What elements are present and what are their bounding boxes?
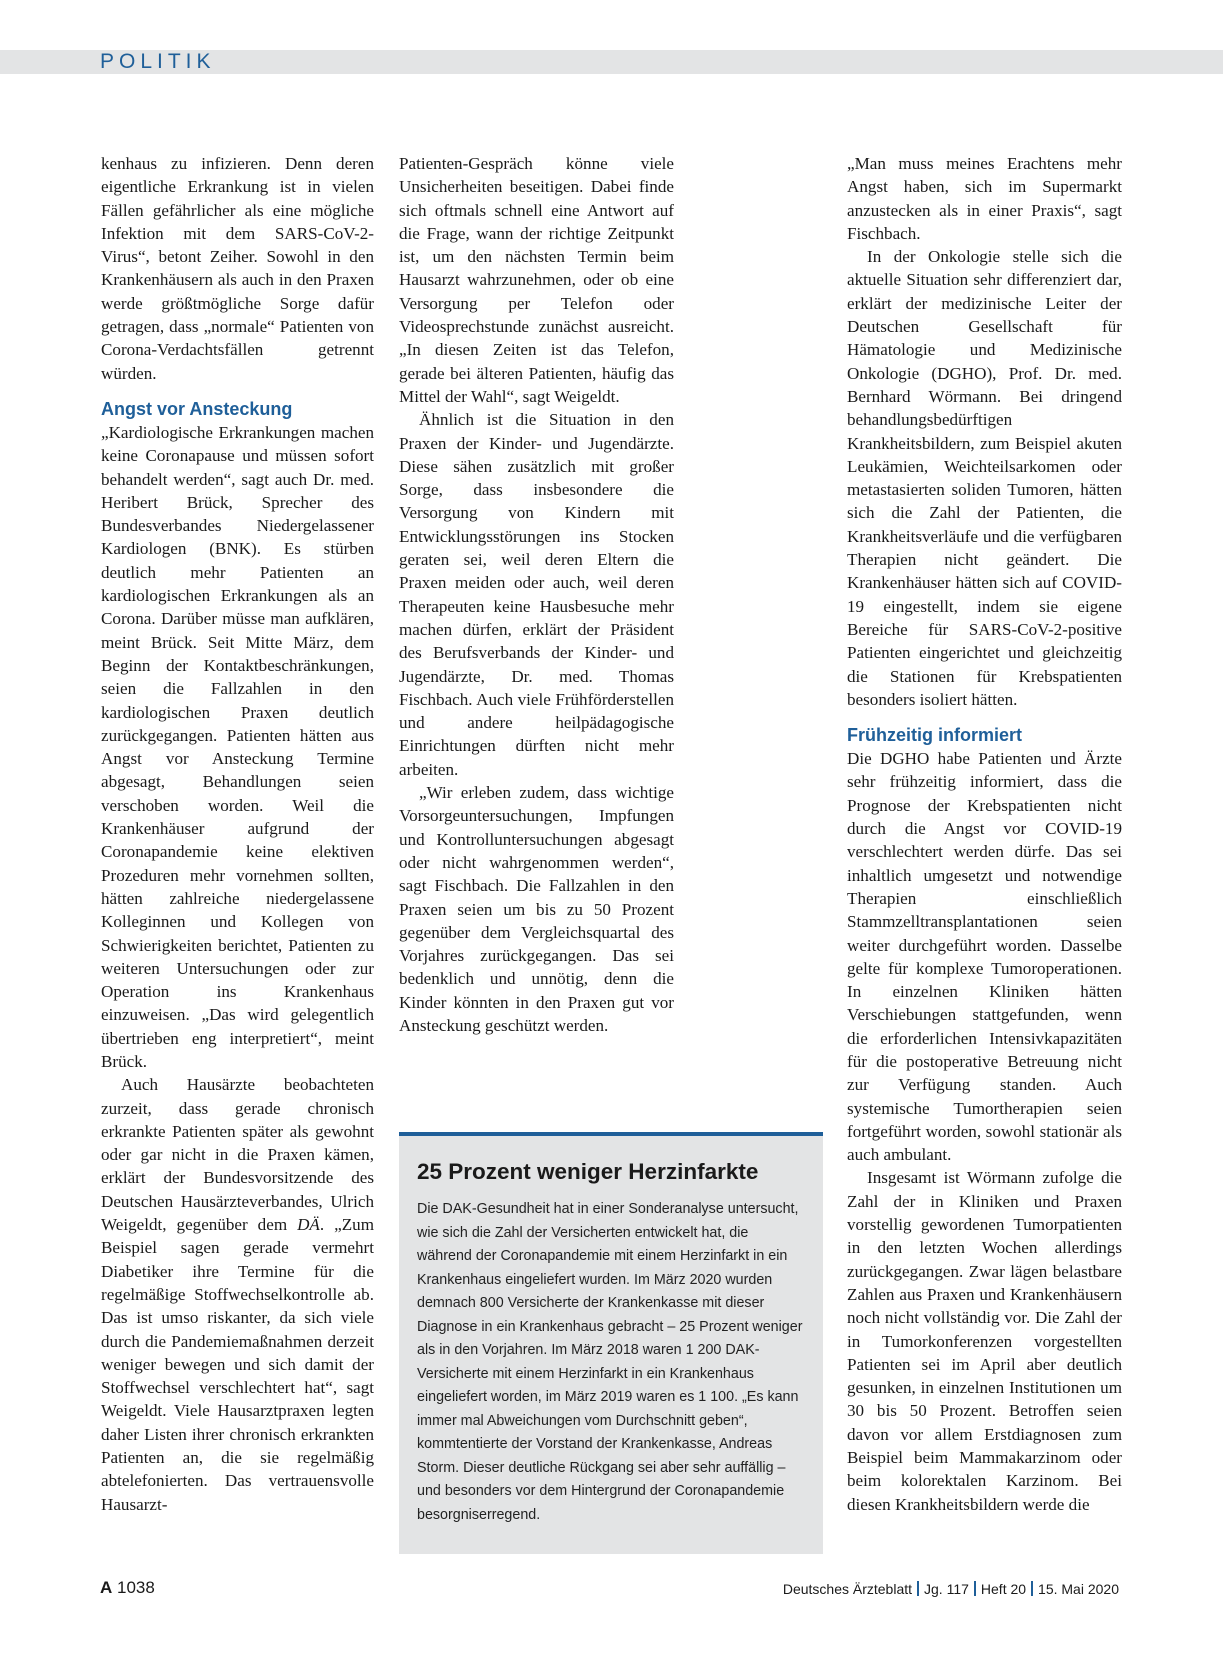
paragraph: Ähnlich ist die Situation in den Praxen der Kinder- und Jugendärzte. Diese sähen zusätzlich mit großer Sorge, dass insbesondere die Versorgung von Kindern mit Entwicklungsstörungen ins Stocken geraten sei, weil deren Eltern die Praxen meiden oder auch, weil deren Therapeuten keine Hausbesuche mehr machen dürfen, erklärt der Präsident des Berufsverbands der Kinder- und Jugendärzte, Dr. med. Thomas Fischbach. Auch viele Frühförderstellen und andere heilpädagogische Einrichtungen dürften nicht mehr arbeiten. [399, 410, 674, 779]
journal-volume: Jg. 117 [924, 1581, 969, 1597]
footer-citation [783, 1579, 1119, 1599]
journal-issue: Heft 20 [980, 1581, 1027, 1597]
page-number [100, 1577, 155, 1599]
section-label: POLITIK [100, 50, 216, 73]
subheading-angst-vor-ansteckung: Angst vor Ansteckung [101, 398, 293, 419]
separator [974, 1581, 976, 1596]
paragraph-text: Auch Hausärzte beobachteten zurzeit, dass gerade chronisch erkrankte Patienten später als gewohnt oder gar nicht in die Praxen kämen, erklärt der Bundesvorsitzende des Deutschen Hausärzteverbandes, Ulrich Weigeldt, gegenüber dem [101, 1075, 374, 1235]
paragraph: kenhaus zu infizieren. Denn deren eigentliche Erkrankung ist in vielen Fällen gefährlicher als eine mögliche Infektion mit dem SARS-CoV-2-Virus“, betont Zeiher. Sowohl in den Krankenhäusern als auch in den Praxen werde größtmögliche Sorge dafür getragen, dass „normale“ Patienten von Corona-Verdachtsfällen getrennt würden. [101, 154, 374, 383]
paragraph: Insgesamt ist Wörmann zufolge die Zahl der in Kliniken und Praxen vorstellig gewordenen Tumorpatienten in den letzten Wochen allerdings zurückgegangen. Zwar lägen belastbare Zahlen aus Praxen und Krankenhäusern noch nicht vollständig vor. Die Zahl der in Tumorkonferenzen vorgestellten Patienten sei im April aber deutlich gesunken, in einzelnen Institutionen um 30 bis 50 Prozent. Betroffen seien davon vor allem Erstdiagnosen zum Beispiel beim Mammakarzinom oder beim kolorektalen Karzinom. Bei diesen Krankheitsbildern werde die [847, 1168, 1122, 1514]
paragraph: „Kardiologische Erkrankungen machen keine Coronapause und müssen sofort behandelt werden“, sagt auch Dr. med. Heribert Brück, Sprecher des Bundesverbandes Niedergelassener Kardiologen (BNK). Es stürben deutlich mehr Patienten an kardiologischen Erkrankungen als an Corona. Darüber müsse man aufklären, meint Brück. Seit Mitte März, dem Beginn der Kontaktbeschränkungen, seien die Fallzahlen in den kardiologischen Praxen deutlich zurückgegangen. Patienten hätten aus Angst vor Ansteckung Termine abgesagt, Behandlungen seien verschoben worden. Weil die Krankenhäuser aufgrund der Coronapandemie keine elektiven Prozeduren mehr vornehmen sollten, hätten zahlreiche niedergelassene Kolleginnen und Kollegen von Schwierigkeiten berichtet, Patienten zu weiteren Untersuchungen oder zur Operation ins Krankenhaus einzuweisen. „Das wird gelegentlich übertrieben eng interpretiert“, meint Brück. [101, 422, 374, 1071]
paragraph: „Man muss meines Erachtens mehr Angst haben, sich im Supermarkt anzustecken als in einer Praxis“, sagt Fischbach. [847, 154, 1122, 243]
separator [1031, 1581, 1033, 1596]
paragraph: Patienten-Gespräch könne viele Unsicherheiten beseitigen. Dabei finde sich oftmals schnell eine Antwort auf die Frage, wann der richtige Zeitpunkt ist, um den nächsten Termin beim Hausarzt wahrzunehmen, oder ob eine Versorgung per Telefon oder Videosprechstunde zunächst ausreicht. „In diesen Zeiten ist das Telefon, gerade bei älteren Patienten, häufig das Mittel der Wahl“, sagt Weigeldt. [399, 154, 674, 406]
infobox-text: Die DAK-Gesundheit hat in einer Sonderanalyse untersucht, wie sich die Zahl der Versicherten entwickelt hat, die während der Coronapandemie mit einem Herzinfarkt in ein Krankenhaus eingeliefert wurden. Im März 2020 wurden demnach 800 Versicherte der Krankenkasse mit dieser Diagnose in ein Krankenhaus gebracht – 25 Prozent weniger als in den Vorjahren. Im März 2018 waren 1 200 DAK-Versicherte mit einem Herzinfarkt in ein Krankenhaus eingeliefert worden, im März 2019 waren es 1 100. „Es kann immer mal Abweichungen vom Durchschnitt geben“, kommtentierte der Vorstand der Krankenkasse, Andreas Storm. Dieser deutliche Rückgang sei aber sehr auffällig – und besonders vor dem Hintergrund der Coronapandemie besorgniserregend. [417, 1201, 803, 1523]
page-number-value: 1038 [117, 1578, 155, 1597]
page-prefix: A [100, 1578, 113, 1597]
paragraph-text: . „Zum Beispiel sagen gerade vermehrt Diabetiker ihre Termine für die regelmäßige Stoffwechselkontrolle ab. Das ist umso riskanter, da sich viele durch die Pandemiemaßnahmen derzeit weniger bewegen und sich damit der Stoffwechsel verschlechtert hat“, sagt Weigeldt. Viele Hausarztpraxen legten daher Listen ihrer chronisch erkrankten Patienten an, die sie regelmäßig abtelefonierten. Das vertrauensvolle Hausarzt- [101, 1215, 374, 1514]
infobox-title: 25 Prozent weniger Herzinfarkte [417, 1159, 759, 1184]
paragraph [101, 1073, 374, 1516]
text-column-1 [101, 152, 374, 1516]
infobox [399, 1132, 823, 1554]
paragraph: In der Onkologie stelle sich die aktuelle Situation sehr differenziert dar, erklärt der medizinische Leiter der Deutschen Gesellschaft für Hämatologie und Medizinische Onkologie (DGHO), Prof. Dr. med. Bernhard Wörmann. Bei dringend behandlungsbedürftigen Krankheitsbildern, zum Beispiel akuten Leukämien, Weichteilsarkomen oder metastasierten soliden Tumoren, hätten sich die Zahl der Patienten, die Krankheitsverläufe und die verfügbaren Therapien nicht geändert. Die Krankenhäuser hätten sich auf COVID-19 eingestellt, indem sie eigene Bereiche für SARS-CoV-2-positive Patienten eingerichtet und gleichzeitig die Stationen für Krebspatienten besonders isoliert hätten. [847, 247, 1122, 709]
paragraph: Die DGHO habe Patienten und Ärzte sehr frühzeitig informiert, dass die Prognose der Krebspatienten nicht durch die Angst vor COVID-19 verschlechtert werden dürfe. Das sei inhaltlich umgesetzt und notwendige Therapien einschließlich Stammzelltransplantationen seien weiter durchgeführt worden. Dasselbe gelte für komplexe Tumoroperationen. In einzelnen Kliniken hätten Verschiebungen stattgefunden, wenn die erforderlichen Intensivkapazitäten für die postoperative Betreuung nicht zur Verfügung standen. Auch systemische Tumortherapien seien fortgeführt worden, sowohl stationär als auch ambulant. [847, 749, 1122, 1165]
separator [917, 1581, 919, 1596]
subheading-fruehzeitig-informiert: Frühzeitig informiert [847, 725, 1022, 746]
journal-date: 15. Mai 2020 [1038, 1581, 1119, 1597]
text-column-2 [399, 152, 674, 1037]
text-column-3 [847, 152, 1122, 1516]
paragraph: „Wir erleben zudem, dass wichtige Vorsorgeuntersuchungen, Impfungen und Kontrolluntersuchungen abgesagt oder nicht wahrgenommen werden“, sagt Fischbach. Die Fallzahlen in den Praxen seien um bis zu 50 Prozent gegenüber dem Vergleichsquartal des Vorjahres zurückgegangen. Das sei bedenklich und unnötig, denn die Kinder könnten in den Praxen gut vor Ansteckung geschützt werden. [399, 783, 674, 1035]
journal-name: Deutsches Ärzteblatt [782, 1581, 913, 1597]
journal-abbrev: DÄ [297, 1215, 320, 1235]
